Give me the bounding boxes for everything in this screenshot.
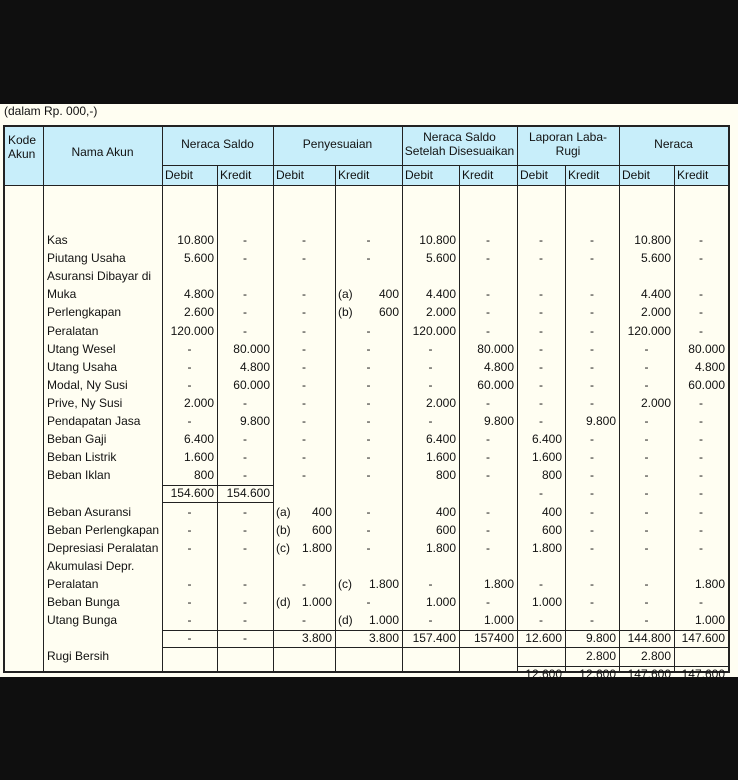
empty-dash: - (590, 522, 594, 537)
group-header: Neraca (654, 137, 693, 151)
empty-dash: - (302, 251, 306, 266)
empty-dash: - (699, 468, 703, 483)
empty-dash: - (243, 540, 247, 555)
empty-dash: - (366, 323, 371, 338)
adjustment-label: (a) (276, 504, 291, 519)
empty-dash: - (486, 522, 490, 537)
account-name: Beban Perlengkapan (47, 522, 160, 537)
empty-dash: - (428, 377, 433, 392)
empty-dash: - (590, 540, 594, 555)
amount-cell: 2.800 (585, 649, 616, 664)
empty-dash: - (590, 233, 594, 247)
empty-dash: - (302, 359, 306, 374)
account-name: Piutang Usaha (47, 251, 126, 266)
amount-cell: 4.800 (183, 287, 214, 302)
empty-dash: - (486, 233, 490, 247)
empty-dash: - (486, 432, 490, 447)
amount-cell: 1.000 (425, 595, 456, 609)
empty-dash: - (644, 486, 649, 501)
empty-dash: - (590, 595, 594, 609)
amount-cell: 2.000 (640, 305, 671, 320)
sub-header-kredit: Kredit (568, 168, 600, 182)
empty-dash: - (243, 323, 247, 338)
empty-dash: - (699, 504, 703, 519)
empty-dash: - (699, 450, 703, 465)
amount-cell: 600 (541, 522, 562, 537)
amount-cell: 600 (435, 522, 456, 537)
empty-dash: - (644, 540, 649, 555)
group-header: Neraca Saldo (181, 137, 254, 151)
amount-cell: 5.600 (640, 251, 671, 266)
empty-dash: - (243, 287, 247, 302)
empty-dash: - (644, 414, 649, 428)
empty-dash: - (590, 377, 594, 392)
empty-dash: - (699, 233, 703, 247)
group-header: Penyesuaian (302, 137, 373, 151)
amount-cell: 800 (193, 468, 214, 483)
caption: (dalam Rp. 000,-) (4, 104, 98, 118)
amount-cell: 5.600 (425, 251, 456, 266)
empty-dash: - (539, 613, 543, 628)
account-name: Beban Asuransi (47, 504, 132, 519)
empty-dash: - (486, 595, 490, 609)
amount-cell: 147.600 (627, 667, 671, 682)
amount-cell: 60.000 (688, 377, 725, 392)
amount-cell: 10.800 (419, 233, 456, 247)
empty-dash: - (699, 486, 703, 501)
account-name: Utang Wesel (47, 341, 116, 356)
empty-dash: - (539, 377, 543, 392)
amount-cell: 1.600 (531, 450, 562, 465)
col-divider (43, 127, 44, 671)
amount-cell: 6.400 (531, 432, 562, 447)
amount-cell: 1.800 (531, 540, 562, 555)
sub-header-debit: Debit (520, 168, 549, 182)
empty-dash: - (590, 305, 594, 320)
empty-dash: - (366, 540, 371, 555)
empty-dash: - (243, 522, 247, 537)
empty-dash: - (302, 341, 306, 356)
empty-dash: - (302, 468, 306, 483)
sub-header-kredit: Kredit (338, 168, 370, 182)
empty-dash: - (187, 359, 192, 374)
empty-dash: - (302, 613, 306, 628)
empty-dash: - (486, 323, 490, 338)
empty-dash: - (644, 595, 649, 609)
empty-dash: - (366, 504, 371, 519)
empty-dash: - (539, 305, 543, 320)
sub-header-kredit: Kredit (462, 168, 494, 182)
empty-dash: - (539, 486, 543, 501)
empty-dash: - (539, 323, 543, 338)
empty-dash: - (366, 595, 371, 609)
empty-dash: - (302, 450, 306, 465)
account-name: Depresiasi Peralatan (47, 540, 159, 555)
empty-dash: - (699, 395, 703, 410)
amount-cell: 9.800 (585, 414, 616, 428)
amount-cell: 1.600 (183, 450, 214, 465)
amount-cell: 10.800 (177, 233, 214, 247)
empty-dash: - (644, 576, 649, 591)
empty-dash: - (187, 522, 192, 537)
sub-header-debit: Debit (165, 168, 194, 182)
account-name: Modal, Ny Susi (47, 377, 128, 392)
empty-dash: - (243, 631, 247, 646)
amount-cell: 800 (435, 468, 456, 483)
amount-cell: 4.800 (694, 359, 725, 374)
empty-dash: - (644, 522, 649, 537)
account-name: Beban Gaji (47, 432, 107, 447)
empty-dash: - (428, 414, 433, 428)
empty-dash: - (644, 377, 649, 392)
empty-dash: - (302, 432, 306, 447)
sub-header-debit: Debit (622, 168, 651, 182)
empty-dash: - (187, 414, 192, 428)
amount-cell: 1.000 (301, 595, 332, 609)
adjustment-label: (b) (338, 305, 353, 320)
empty-dash: - (539, 395, 543, 410)
empty-dash: - (302, 576, 306, 591)
account-name: Pendapatan Jasa (47, 414, 141, 428)
adjustment-label: (c) (338, 576, 352, 591)
group-header: Laporan Laba- Rugi (528, 130, 608, 158)
empty-dash: - (428, 359, 433, 374)
empty-dash: - (243, 576, 247, 591)
empty-dash: - (699, 595, 703, 609)
empty-dash: - (302, 323, 306, 338)
sub-header-debit: Debit (276, 168, 305, 182)
empty-dash: - (302, 395, 306, 410)
empty-dash: - (428, 341, 433, 356)
empty-dash: - (699, 414, 703, 428)
empty-dash: - (366, 233, 371, 247)
amount-cell: 3.800 (301, 631, 332, 646)
account-name: Asuransi Dibayar di (47, 269, 152, 284)
empty-dash: - (187, 576, 192, 591)
amount-cell: 400 (541, 504, 562, 519)
empty-dash: - (302, 377, 306, 392)
amount-cell: 600 (311, 522, 332, 537)
account-name: Utang Bunga (47, 613, 118, 628)
amount-cell: 157400 (473, 631, 514, 646)
amount-cell: 120.000 (412, 323, 456, 338)
empty-dash: - (590, 251, 594, 266)
empty-dash: - (590, 359, 594, 374)
amount-cell: 400 (311, 504, 332, 519)
amount-cell: 1.000 (483, 613, 514, 628)
empty-dash: - (366, 414, 371, 428)
account-name: Prive, Ny Susi (47, 395, 123, 410)
amount-cell: 147.600 (681, 667, 725, 682)
amount-cell: 12.600 (525, 631, 562, 646)
empty-dash: - (486, 450, 490, 465)
adjustment-label: (a) (338, 287, 353, 302)
account-name: Peralatan (47, 576, 99, 591)
amount-cell: 80.000 (688, 341, 725, 356)
empty-dash: - (366, 450, 371, 465)
adjustment-label: (d) (338, 613, 353, 628)
amount-cell: 2.000 (640, 395, 671, 410)
empty-dash: - (366, 522, 371, 537)
worksheet-table (3, 125, 730, 682)
amount-cell: 154.600 (226, 486, 270, 501)
empty-dash: - (644, 613, 649, 628)
amount-cell: 12.600 (525, 667, 562, 682)
empty-dash: - (590, 450, 594, 465)
empty-dash: - (366, 468, 371, 483)
nama-akun-header: Nama Akun (71, 145, 134, 159)
account-name: Rugi Bersih (47, 649, 110, 664)
empty-dash: - (590, 468, 594, 483)
empty-dash: - (644, 432, 649, 447)
empty-dash: - (486, 504, 490, 519)
amount-cell: 2.800 (640, 649, 671, 664)
empty-dash: - (187, 341, 192, 356)
empty-dash: - (590, 323, 594, 338)
account-name: Akumulasi Depr. (47, 558, 135, 573)
empty-dash: - (539, 233, 543, 247)
empty-dash: - (644, 359, 649, 374)
empty-dash: - (243, 468, 247, 483)
total-line (162, 647, 728, 648)
amount-cell: 600 (378, 305, 399, 320)
empty-dash: - (699, 522, 703, 537)
account-name: Beban Iklan (47, 468, 111, 483)
amount-cell: 400 (378, 287, 399, 302)
empty-dash: - (243, 450, 247, 465)
amount-cell: 6.400 (425, 432, 456, 447)
empty-dash: - (243, 613, 247, 628)
empty-dash: - (302, 287, 306, 302)
empty-dash: - (366, 395, 371, 410)
empty-dash: - (539, 576, 543, 591)
adjustment-label: (d) (276, 595, 291, 609)
amount-cell: 12.600 (579, 667, 616, 682)
empty-dash: - (187, 631, 192, 646)
amount-cell: 5.600 (183, 251, 214, 266)
amount-cell: 1.000 (368, 613, 399, 628)
empty-dash: - (486, 468, 490, 483)
empty-dash: - (486, 251, 490, 266)
empty-dash: - (366, 359, 371, 374)
empty-dash: - (644, 450, 649, 465)
amount-cell: 120.000 (627, 323, 671, 338)
empty-dash: - (187, 504, 192, 519)
empty-dash: - (590, 341, 594, 356)
empty-dash: - (699, 432, 703, 447)
account-name: Perlengkapan (47, 305, 122, 320)
amount-cell: 1.000 (531, 595, 562, 609)
account-name: Kas (47, 233, 68, 247)
empty-dash: - (187, 540, 192, 555)
worksheet (0, 104, 738, 682)
empty-dash: - (539, 251, 543, 266)
empty-dash: - (302, 305, 306, 320)
empty-dash: - (590, 287, 594, 302)
amount-cell: 1.000 (694, 613, 725, 628)
amount-cell: 154.600 (170, 486, 214, 501)
header-divider (162, 165, 728, 166)
amount-cell: 3.800 (368, 631, 399, 646)
header-divider (5, 185, 728, 186)
empty-dash: - (243, 432, 247, 447)
amount-cell: 4.800 (483, 359, 514, 374)
empty-dash: - (428, 613, 433, 628)
empty-dash: - (699, 540, 703, 555)
adjustment-label: (c) (276, 540, 290, 555)
empty-dash: - (187, 377, 192, 392)
account-name: Peralatan (47, 323, 99, 338)
adjustment-label: (b) (276, 522, 291, 537)
empty-dash: - (486, 540, 490, 555)
empty-dash: - (187, 595, 192, 609)
empty-dash: - (243, 395, 247, 410)
empty-dash: - (428, 576, 433, 591)
amount-cell: 1.800 (301, 540, 332, 555)
empty-dash: - (539, 341, 543, 356)
empty-dash: - (590, 395, 594, 410)
empty-dash: - (243, 595, 247, 609)
amount-cell: 1.800 (425, 540, 456, 555)
empty-dash: - (243, 251, 247, 266)
empty-dash: - (486, 287, 490, 302)
empty-dash: - (590, 504, 594, 519)
amount-cell: 2.600 (183, 305, 214, 320)
empty-dash: - (699, 305, 703, 320)
empty-dash: - (187, 613, 192, 628)
empty-dash: - (644, 468, 649, 483)
amount-cell: 1.600 (425, 450, 456, 465)
amount-cell: 2.000 (425, 395, 456, 410)
empty-dash: - (243, 504, 247, 519)
amount-cell: 157.400 (412, 631, 456, 646)
empty-dash: - (366, 432, 371, 447)
amount-cell: 4.800 (239, 359, 270, 374)
account-name: Muka (47, 287, 77, 302)
kode-akun-header: Kode Akun (8, 133, 37, 161)
amount-cell: 10.800 (634, 233, 671, 247)
amount-cell: 2.000 (183, 395, 214, 410)
amount-cell: 60.000 (233, 377, 270, 392)
empty-dash: - (486, 305, 490, 320)
amount-cell: 80.000 (233, 341, 270, 356)
empty-dash: - (699, 251, 703, 266)
empty-dash: - (539, 414, 543, 428)
amount-cell: 9.800 (483, 414, 514, 428)
empty-dash: - (486, 395, 490, 410)
empty-dash: - (366, 377, 371, 392)
amount-cell: 6.400 (183, 432, 214, 447)
empty-dash: - (590, 613, 594, 628)
empty-dash: - (302, 233, 306, 247)
empty-dash: - (243, 305, 247, 320)
group-header: Neraca Saldo Setelah Disesuaikan (404, 130, 515, 158)
amount-cell: 400 (435, 504, 456, 519)
empty-dash: - (699, 323, 703, 338)
empty-dash: - (699, 287, 703, 302)
amount-cell: 1.800 (368, 576, 399, 591)
amount-cell: 9.800 (585, 631, 616, 646)
amount-cell: 4.400 (640, 287, 671, 302)
amount-cell: 80.000 (477, 341, 514, 356)
empty-dash: - (590, 486, 594, 501)
amount-cell: 1.800 (483, 576, 514, 591)
amount-cell: 4.400 (425, 287, 456, 302)
empty-dash: - (590, 432, 594, 447)
account-name: Beban Bunga (47, 595, 120, 609)
amount-cell: 1.800 (694, 576, 725, 591)
empty-dash: - (539, 359, 543, 374)
amount-cell: 144.800 (627, 631, 671, 646)
amount-cell: 2.000 (425, 305, 456, 320)
sub-header-kredit: Kredit (677, 168, 709, 182)
empty-dash: - (302, 414, 306, 428)
sub-header-debit: Debit (405, 168, 434, 182)
amount-cell: 800 (541, 468, 562, 483)
empty-dash: - (590, 576, 594, 591)
empty-dash: - (539, 287, 543, 302)
empty-dash: - (366, 251, 371, 266)
sub-header-kredit: Kredit (220, 168, 252, 182)
account-name: Utang Usaha (47, 359, 118, 374)
empty-dash: - (644, 341, 649, 356)
empty-dash: - (644, 504, 649, 519)
amount-cell: 60.000 (477, 377, 514, 392)
amount-cell: 147.600 (681, 631, 725, 646)
empty-dash: - (366, 341, 371, 356)
amount-cell: 120.000 (170, 323, 214, 338)
subtotal-line (162, 502, 273, 503)
amount-cell: 9.800 (239, 414, 270, 428)
account-name: Beban Listrik (47, 450, 117, 465)
empty-dash: - (243, 233, 247, 247)
